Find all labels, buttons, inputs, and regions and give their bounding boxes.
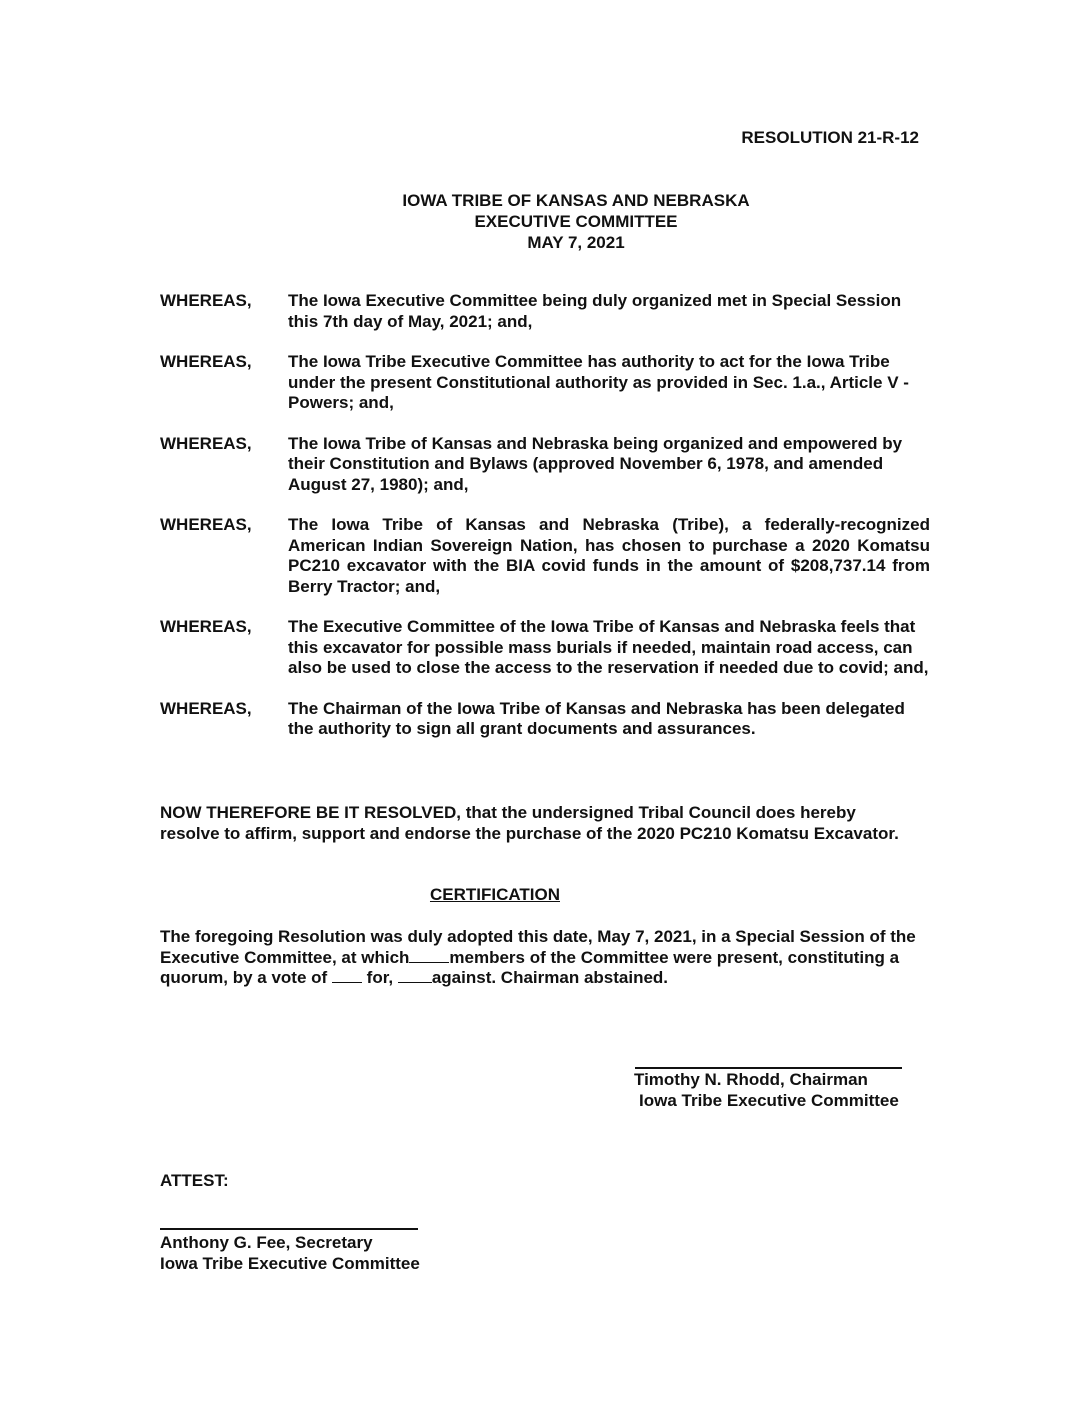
- secretary-org: Iowa Tribe Executive Committee: [160, 1254, 420, 1273]
- whereas-text: The Iowa Executive Committee being duly organized met in Special Session this 7th day of May, 2021; and,: [288, 291, 902, 331]
- resolved-clause: NOW THEREFORE BE IT RESOLVED, that the undersigned Tribal Council does hereby resolve to affirm, support and endorse the purchase of the 2020 PC210 Komatsu Excavator.: [160, 803, 899, 843]
- certification-text-part3: for,: [366, 968, 394, 987]
- whereas-label: WHEREAS,: [160, 352, 252, 371]
- chairman-signature-block: [634, 1069, 899, 1111]
- secretary-name: Anthony G. Fee, Secretary: [160, 1233, 373, 1252]
- whereas-clause: [160, 434, 930, 496]
- whereas-clause: [160, 515, 930, 597]
- header-committee: EXECUTIVE COMMITTEE: [474, 212, 678, 231]
- votes-against-blank[interactable]: [398, 968, 432, 983]
- members-present-blank[interactable]: [409, 948, 449, 963]
- whereas-text: The Chairman of the Iowa Tribe of Kansas and Nebraska has been delegated the authority to sign all grant documents and assurances.: [288, 698, 905, 738]
- whereas-clause: [160, 291, 930, 332]
- whereas-text: The Iowa Tribe of Kansas and Nebraska being organized and empowered by their Constitution and Bylaws (approved November 6, 1978, and amended August 27, 1980); and,: [288, 433, 903, 494]
- whereas-label: WHEREAS,: [160, 515, 252, 534]
- chairman-org: Iowa Tribe Executive Committee: [639, 1091, 899, 1110]
- whereas-clause: [160, 617, 930, 679]
- header-tribe-name: IOWA TRIBE OF KANSAS AND NEBRASKA: [402, 191, 750, 210]
- secretary-signature-block: [160, 1232, 420, 1274]
- resolution-number: RESOLUTION 21-R-12: [741, 128, 919, 147]
- whereas-clause: [160, 699, 930, 740]
- certification-text-part1: The foregoing Resolution was duly adopted this date, May 7, 2021, in a Special Session of the Executive Committee, at which: [160, 927, 916, 967]
- certification-text-part4: against. Chairman abstained.: [431, 968, 669, 987]
- whereas-label: WHEREAS,: [160, 433, 252, 453]
- certification-text: [160, 927, 940, 989]
- whereas-clause: [160, 352, 930, 414]
- secretary-signature-line[interactable]: [160, 1228, 418, 1230]
- document-header: [0, 190, 1088, 253]
- certification-text-part2: members of the Committee were present, constituting a quorum, by a vote of: [160, 947, 900, 987]
- whereas-label: WHEREAS,: [160, 291, 252, 310]
- chairman-name: Timothy N. Rhodd, Chairman: [634, 1070, 868, 1089]
- whereas-clauses: [160, 291, 930, 760]
- header-date: MAY 7, 2021: [527, 233, 625, 252]
- whereas-label: WHEREAS,: [160, 617, 252, 636]
- votes-for-blank[interactable]: [332, 968, 362, 983]
- whereas-text: The Iowa Tribe of Kansas and Nebraska (Tribe), a federally-recognized American Indian Sovereign Nation, has chosen to purchase a 2020 Komatsu PC210 excavator with the BIA covid funds in the amount of $208,737.14 from Berry Tractor; and,: [288, 515, 930, 596]
- attest-label: ATTEST:: [160, 1171, 229, 1190]
- certification-title: CERTIFICATION: [429, 885, 560, 904]
- whereas-text: The Executive Committee of the Iowa Tribe of Kansas and Nebraska feels that this excavator for possible mass burials if needed, maintain road access, can also be used to close the access to the reservation if needed due to covid; and,: [288, 617, 929, 677]
- whereas-label: WHEREAS,: [160, 698, 252, 718]
- whereas-text: The Iowa Tribe Executive Committee has authority to act for the Iowa Tribe under the present Constitutional authority as provided in Sec. 1.a., Article V - Powers; and,: [288, 352, 909, 412]
